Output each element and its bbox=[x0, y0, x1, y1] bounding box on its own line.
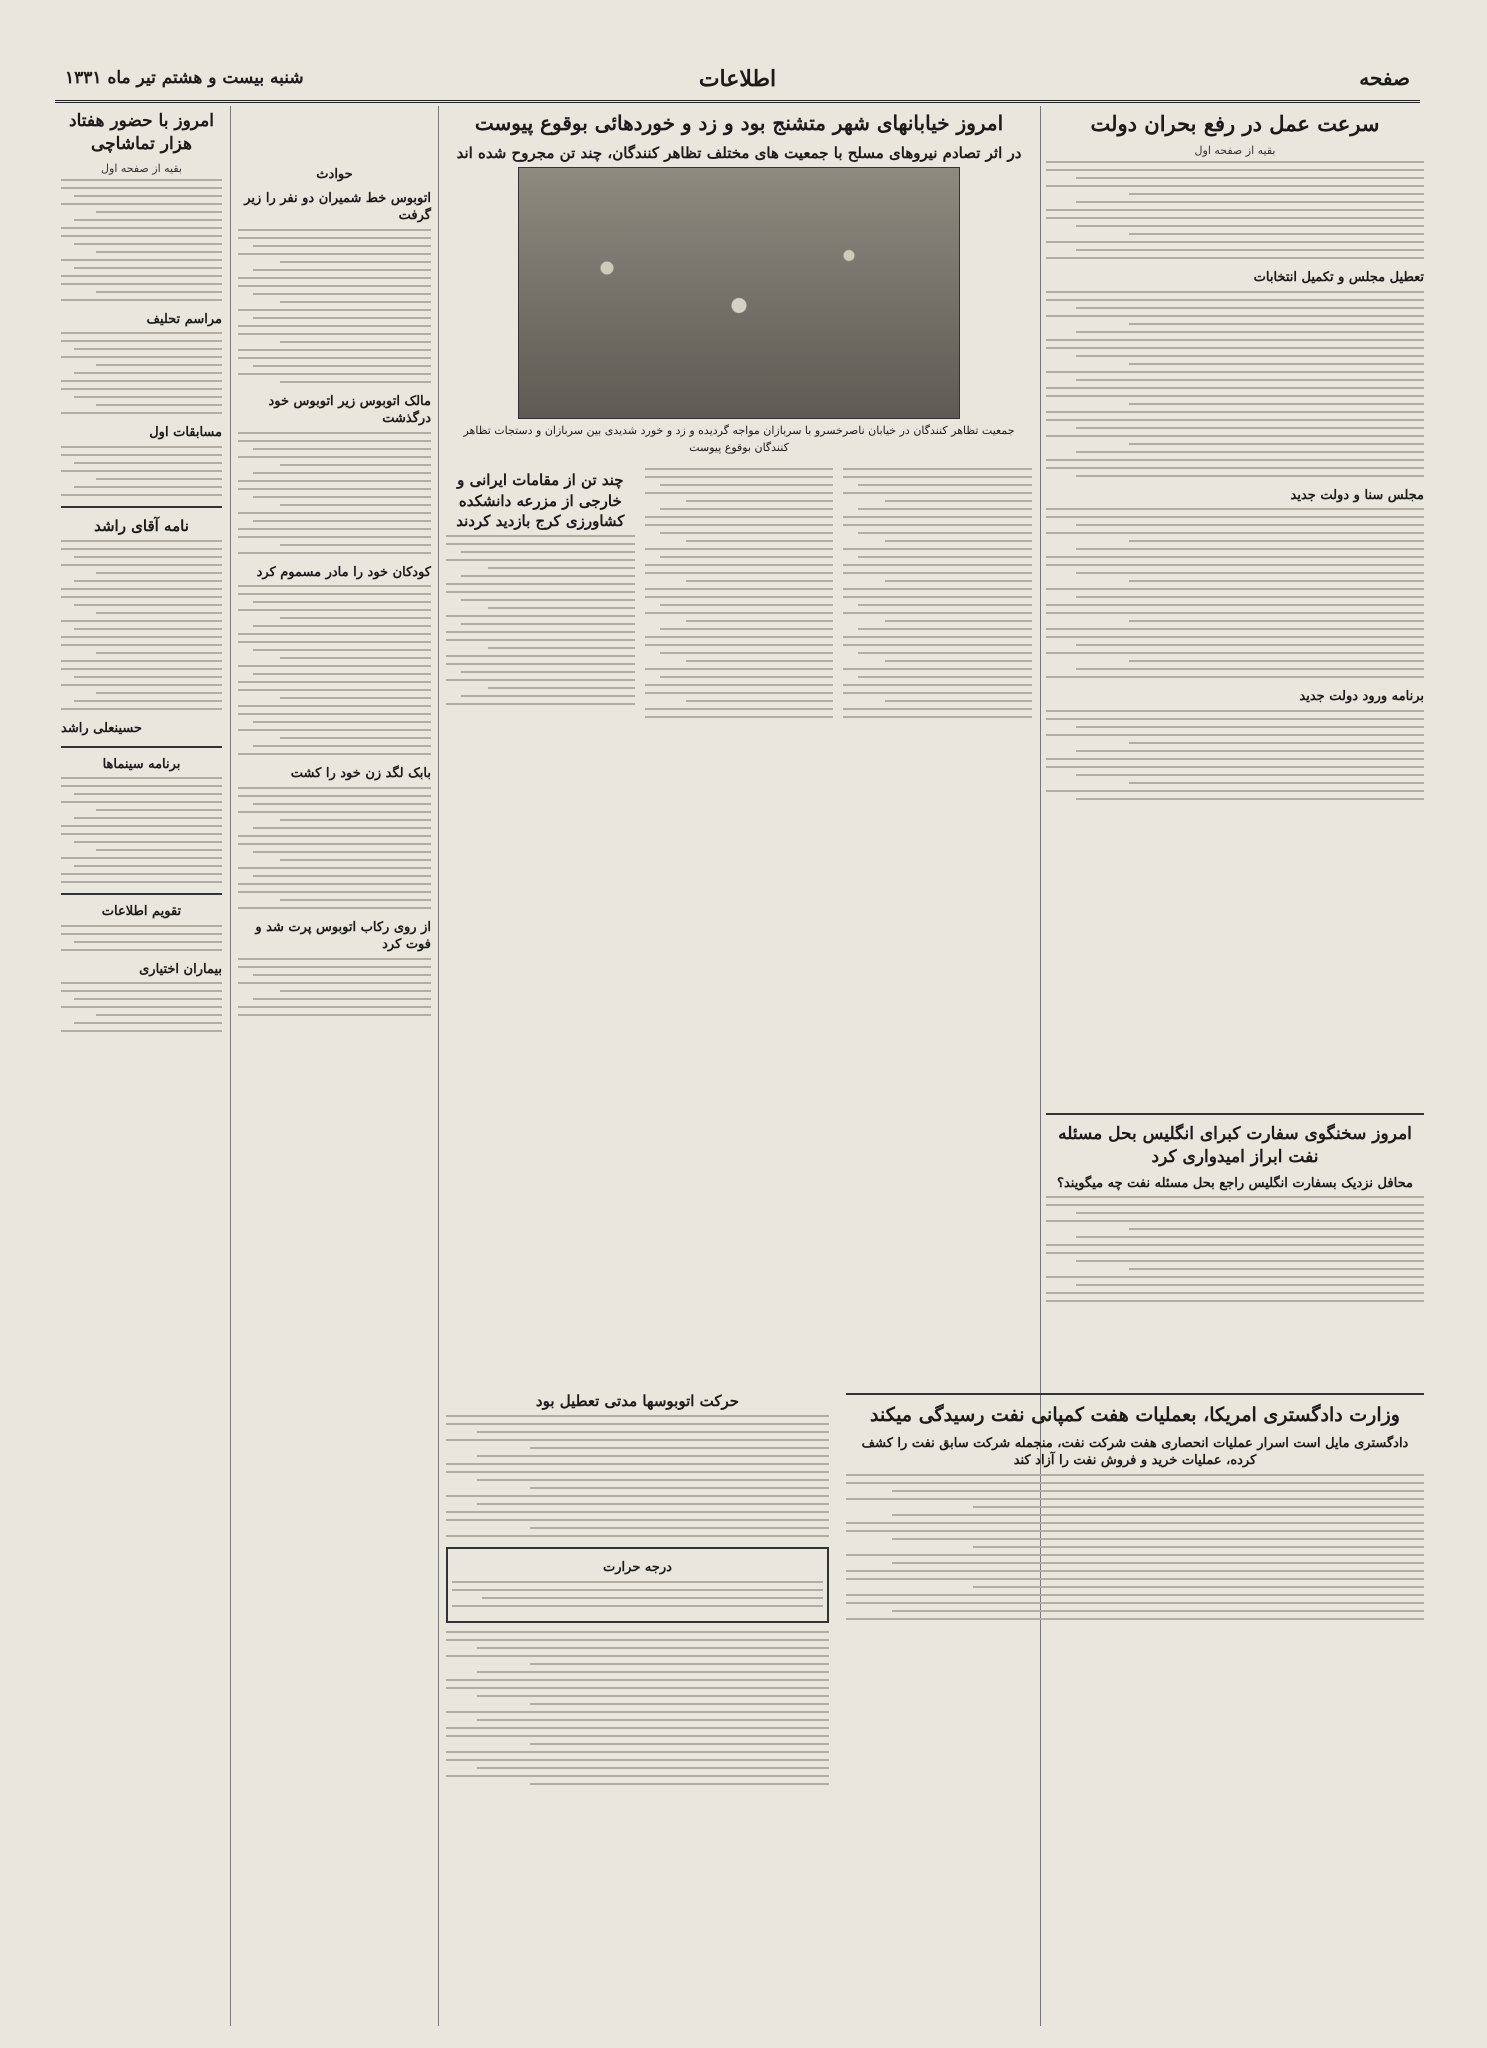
bus-accident-title: اتوبوس خط شمیران دو نفر را زیر گرفت bbox=[244, 190, 431, 224]
far-left-column: امروز با حضور هفتاد هزار تماشاچی بقیه از صفحه اول مراسم تحلیف مسابقات اول نامه آقای راشد حسینعلی راشد برنامه سینماها تقویم اطلاعات بیماران اختیاری bbox=[55, 106, 228, 2026]
stadium-headline: امروز با حضور هفتاد هزار تماشاچی bbox=[69, 111, 214, 154]
usdoj-article bbox=[840, 1385, 1430, 1665]
usdoj-headline: وزارت دادگستری امریکا، بعملیات هفت کمپانی نفت رسیدگی میکند bbox=[870, 1404, 1400, 1426]
photo-caption: جمعیت تظاهر کنندگان در خیابان ناصرخسرو با سربازان مواجه گردیده و زد و خورد شدیدی بین سربازان و دستجات تظاهر کنندگان بوقوع پیوست bbox=[463, 424, 1015, 454]
issue-date: شنبه بیست و هشتم تیر ماه ۱۳۳۱ bbox=[65, 68, 304, 88]
riot-headline: امروز خیابانهای شهر متشنج بود و زد و خوردهائی بوقوع پیوست bbox=[474, 111, 1004, 135]
strike-headline: حرکت اتوبوسها مدتی تعطیل بود bbox=[535, 1392, 740, 1410]
calendar-title: تقویم اطلاعات bbox=[101, 904, 182, 920]
wedding-title: مراسم تحلیف bbox=[146, 311, 222, 327]
continued-note: بقیه از صفحه اول bbox=[1194, 144, 1276, 158]
program-subhead: برنامه ورود دولت جدید bbox=[1299, 689, 1424, 705]
britain-headline: امروز سخنگوی سفارت کبرای انگلیس بحل مسئله نفت ابراز امیدواری کرد bbox=[1058, 1124, 1412, 1167]
letter-title: نامه آقای راشد bbox=[94, 516, 189, 535]
crisis-headline: سرعت عمل در رفع بحران دولت bbox=[1090, 111, 1380, 136]
races-title: مسابقات اول bbox=[149, 425, 222, 441]
senate-subhead: مجلس سنا و دولت جدید bbox=[1290, 487, 1424, 503]
cinema-title: برنامه سینماها bbox=[102, 756, 181, 772]
newspaper-name: اطلاعات bbox=[698, 66, 777, 92]
events-section: حوادث bbox=[316, 167, 353, 182]
usdoj-subhead: دادگستری مایل است اسرار عملیات انحصاری هفت شرکت نفت، منجمله شرکت سابق نفت را کشف کرده، عملیات خرید و فروش نفت را آزاد کند bbox=[861, 1435, 1409, 1469]
signature: حسینعلی راشد bbox=[61, 721, 143, 737]
visit-headline: چند تن از مقامات ایرانی و خارجی از مزرعه دانشکده کشاورزی کرج بازدید کردند bbox=[456, 471, 625, 530]
left-column bbox=[232, 106, 437, 2026]
masthead bbox=[55, 62, 1420, 103]
parliament-subhead: تعطیل مجلس و تکمیل انتخابات bbox=[1253, 270, 1424, 286]
center-lower bbox=[440, 1385, 835, 2025]
britain-article bbox=[1040, 1105, 1430, 1385]
temperature-box: درجه حرارت bbox=[446, 1547, 829, 1623]
britain-subhead: محافل نزدیک بسفارت انگلیس راجع بحل مسئله نفت چه میگویند؟ bbox=[1057, 1175, 1413, 1191]
bike-title: بابک لگد زن خود را کشت bbox=[290, 766, 431, 782]
bus-fall-title: از روی رکاب اتوبوس پرت شد و فوت کرد bbox=[255, 919, 431, 953]
poison-title: کودکان خود را مادر مسموم کرد bbox=[256, 564, 431, 580]
right-column bbox=[1040, 106, 1430, 2026]
patients-title: بیماران اختیاری bbox=[139, 961, 222, 977]
page-label: صفحه bbox=[1359, 66, 1410, 90]
bus-owner-title: مالک اتوبوس زیر اتوبوس خود درگذشت bbox=[268, 393, 431, 427]
riot-subhead: در اثر تصادم نیروهای مسلح با جمعیت های مختلف تظاهر کنندگان، چند تن مجروح شده اند bbox=[456, 144, 1022, 162]
riot-photo bbox=[518, 167, 960, 419]
